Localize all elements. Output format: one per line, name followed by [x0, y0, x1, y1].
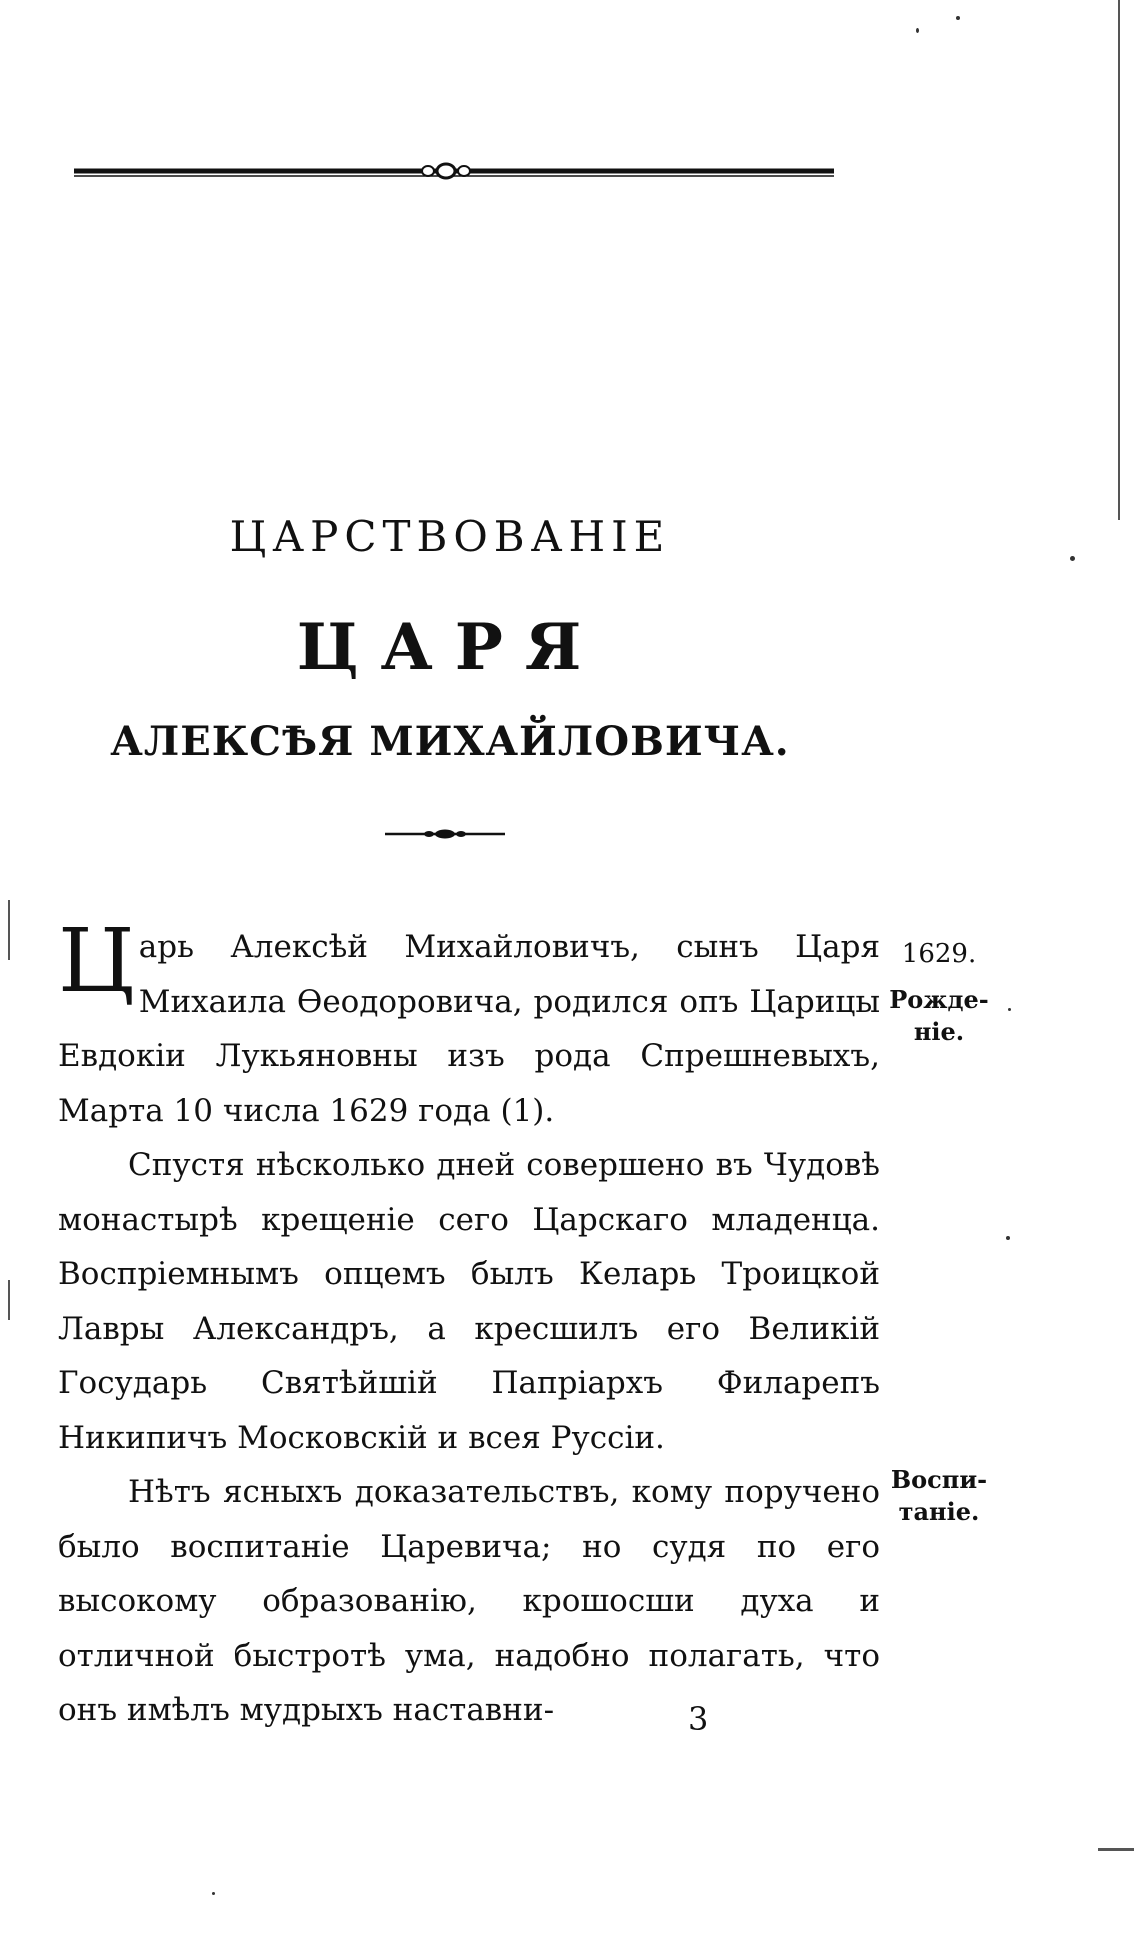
page-edge-mark: [8, 1280, 10, 1320]
middle-ornamental-rule: [385, 828, 505, 840]
page-number: 3: [688, 1700, 709, 1738]
title-line-tsar: ЦАРЯ: [296, 610, 604, 685]
margin-note-year: 1629.: [901, 939, 977, 969]
body-text: [58, 909, 880, 1738]
page-edge-mark: [8, 900, 10, 960]
paragraph-birth-text: арь Алексѣй Михайловичъ, сынъ Царя Михаила Ѳеодоровича, родился опъ Царицы Евдокіи Лукьяновны изъ рода Спрешневыхъ, Марта 10 числа 1629 года (1).: [58, 929, 880, 1129]
paragraph-birth: [58, 909, 880, 1138]
scan-speck: [916, 28, 919, 33]
paragraph-upbringing: Нѣтъ ясныхъ доказательствъ, кому поручено было воспитаніе Царевича; но судя по его высокому образованію, крошосши духа и отличной быстротѣ ума, надобно полагать, что онъ имѣлъ мудрыхъ наставни-: [58, 1474, 880, 1728]
page-edge-mark: [1098, 1848, 1134, 1851]
scan-speck: [1008, 1008, 1011, 1011]
margin-note-birth-text: Рожде-ніе.: [889, 985, 989, 1046]
margin-note-birth: [884, 938, 994, 1048]
scan-speck: [1006, 1236, 1010, 1240]
drop-cap: Ц: [58, 909, 135, 1012]
margin-note-upbringing-text: Воспи-таніе.: [890, 1465, 988, 1526]
margin-note-upbringing: [884, 1464, 994, 1528]
title-line-name: АЛЕКСѢЯ МИХАЙЛОВИЧА.: [110, 718, 790, 765]
title-line-reign: ЦАРСТВОВАНІЕ: [229, 512, 671, 561]
top-ornamental-rule: [74, 162, 834, 180]
scan-speck: [956, 16, 960, 20]
paragraph-baptism: Спустя нѣсколько дней совершено въ Чудовѣ монастырѣ крещеніе сего Царскаго младенца. Воспріемнымъ опцемъ былъ Келарь Троицкой Лавры Александръ, а кресшилъ его Великій Государь Святѣйшій Папріархъ Филарепъ Никипичъ Московскій и всея Руссіи.: [58, 1147, 880, 1456]
scan-speck: [1070, 556, 1075, 561]
page-edge-mark: [1118, 0, 1120, 520]
scan-speck: [212, 1892, 215, 1895]
